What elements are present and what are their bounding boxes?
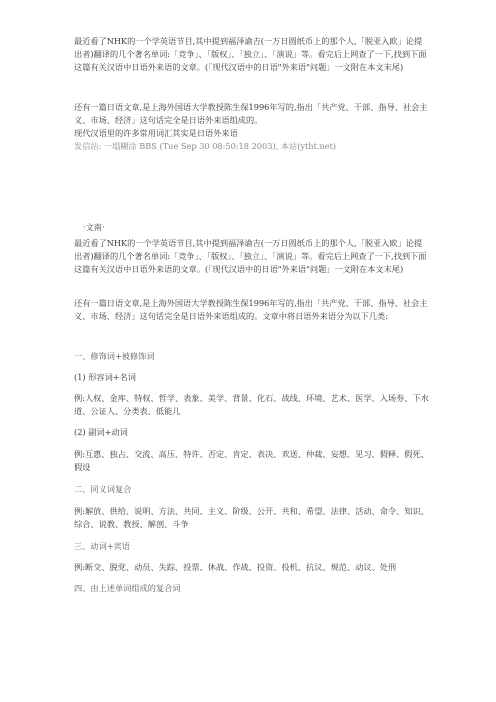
examples-adverb-verb: 例:互惠、独占、交流、高压、特许、否定、肯定、表决、欢送、仲裁、妄想、见习、假释、假死、假设 [74, 449, 429, 472]
repeat-second-paragraph: 还有一篇日语文章,是上海外国语大学教授陈生保1996年写的,指出「共产党、干部、指导、社会主义、市场、经济」这句话完全是日语外来语组成的。文章中将日语外来语分为以下几类: [74, 298, 428, 321]
section-four-heading: 四、由上述单词组成的复合词 [74, 583, 181, 593]
subsection-adjective-noun: (1) 形容词+名词 [74, 372, 136, 382]
repeat-intro-paragraph: 最近看了NHK的一个学英语节目,其中提到福泽谕吉(一万日圆纸币上的那个人,「脱亚入欧」论提出者)翻译的几个著名单词:「竞争」、「版权」、「独立」、「演说」等。看完后上网查了一下,找到下面这篇有关汉语中日语外来语的文章。(「现代汉语中的日语"外来语"问题」一文附在本文末尾) [74, 238, 427, 274]
section-two-heading: 二、同义词复合 [74, 484, 132, 494]
article-title: 现代汉语里的许多常用词汇其实是日语外来语 [74, 128, 238, 138]
subsection-adverb-verb: (2) 副词+动词 [74, 427, 128, 437]
examples-adjective-noun: 例:人权、金库、特权、哲学、表象、美学、背景、化石、战线、环境、艺术、医学、入场券、下水道、公证人、分类表、低能儿 [74, 393, 429, 416]
examples-synonym-compound: 例:解放、供给、说明、方法、共同、主义、阶级、公开、共和、希望、法律、活动、命令、知识、综合、说教、教授、解剖、斗争 [74, 506, 429, 529]
intro-paragraph: 最近看了NHK的一个学英语节目,其中提到福泽谕吉(一万日圆纸币上的那个人,「脱亚入欧」论提出者)翻译的几个著名单词:「竞争」、「版权」、「独立」、「演说」等。看完后上网查了一下,找到下面这篇有关汉语中日语外来语的文章。(「现代汉语中的日语"外来语"问题」一文附在本文末尾) [74, 36, 427, 72]
section-three-heading: 三、动词+宾语 [74, 541, 130, 551]
second-paragraph: 还有一篇日语文章,是上海外国语大学教授陈生保1996年写的,指出「共产党、干部、指导、社会主义、市场、经济」这句话完全是日语外来语组成的。 [74, 102, 428, 125]
section-one-heading: 一、修饰词+被修饰词 [74, 351, 155, 361]
examples-verb-object: 例:断交、脱党、动员、失踪、投票、休战、作战、投资、投机、抗议、规范、动议、处刑 [74, 562, 397, 572]
article-marker: ·文南· [83, 222, 105, 232]
post-header: 发信站: 一塌糊涂 BBS (Tue Sep 30 08:50:18 2003), 本站(ytht.net) [74, 141, 337, 151]
